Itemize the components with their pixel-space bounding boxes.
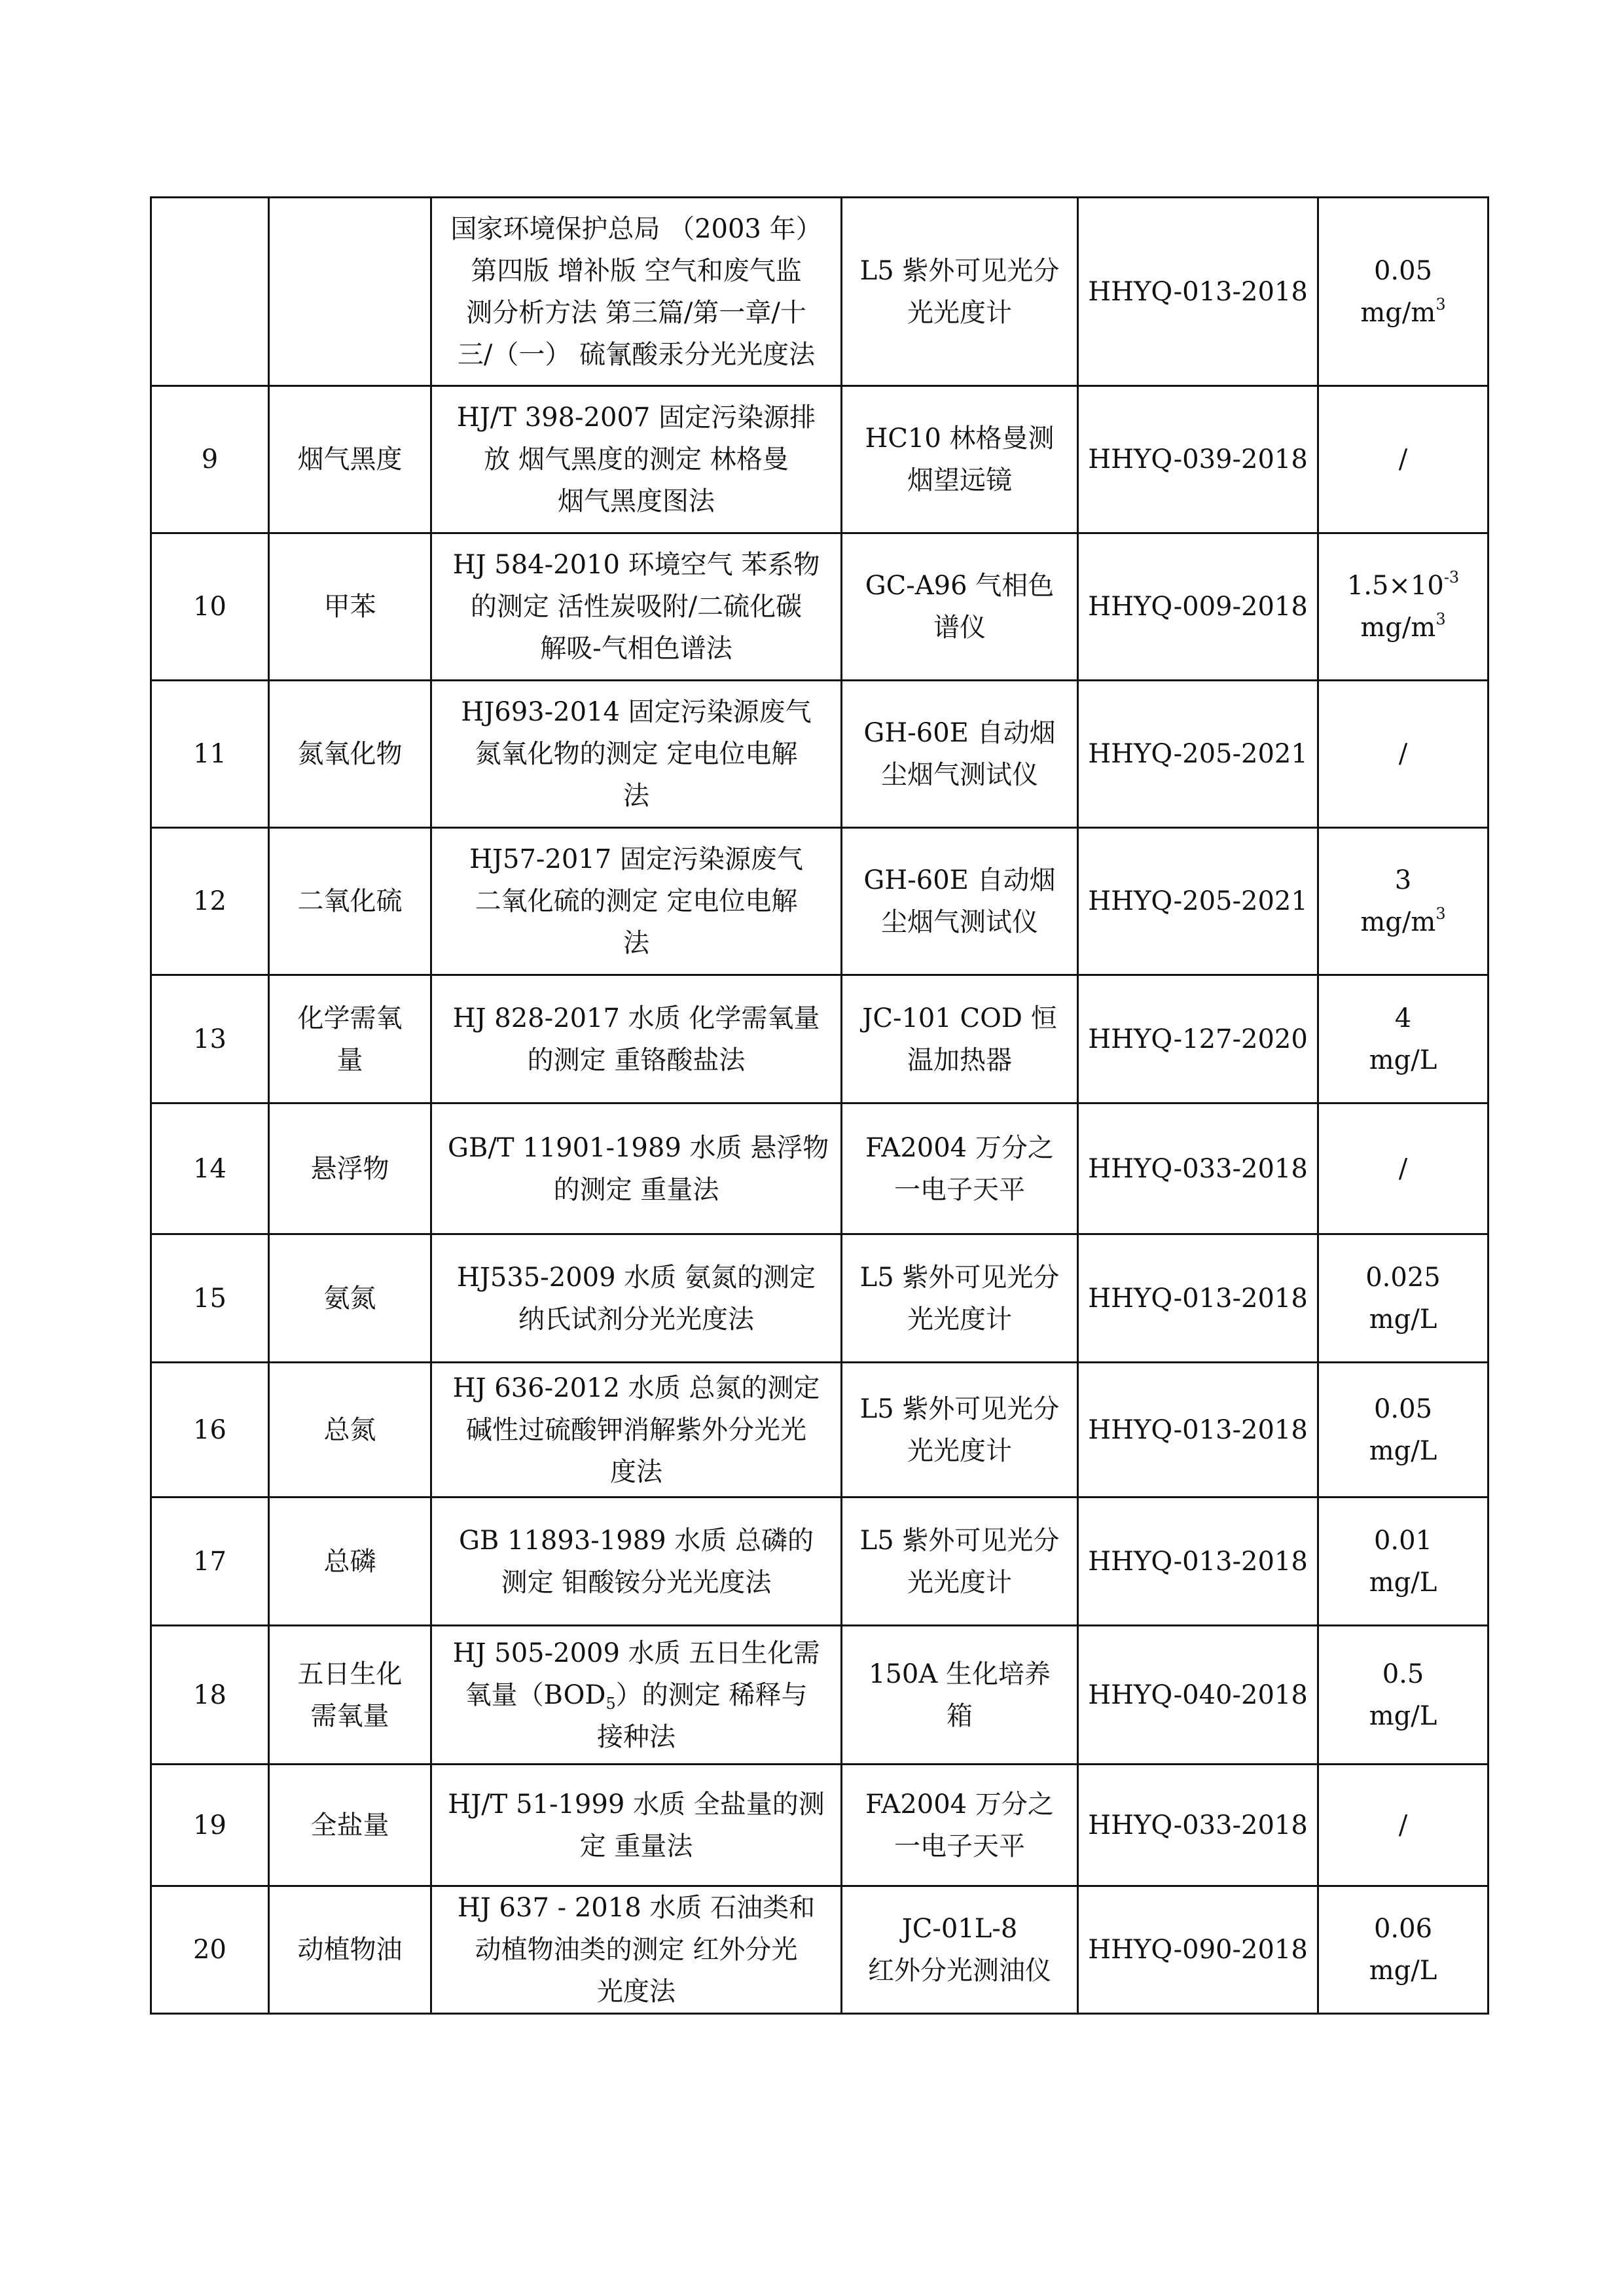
limit-unit: [1326, 1430, 1481, 1472]
limit-unit-text: mg/L: [1369, 1567, 1437, 1598]
method-line: HJ 637 - 2018 水质 石油类和: [457, 1893, 816, 1923]
instrument-code: HHYQ-205-2021: [1088, 886, 1308, 916]
item-line: 甲苯: [323, 592, 376, 622]
limit-value-text: 0.05: [1373, 255, 1433, 286]
item-cell: [269, 1363, 431, 1498]
method-cell: [431, 1498, 842, 1626]
limit-value-text: 4: [1394, 1003, 1412, 1033]
limit-value: [1326, 1653, 1481, 1695]
method-line: HJ 636-2012 水质 总氮的测定: [452, 1372, 820, 1403]
limit-value: [1326, 565, 1481, 607]
method-cell: [431, 1103, 842, 1234]
limit-value-text: /: [1398, 1810, 1408, 1840]
limit-unit-exponent: 3: [1435, 610, 1446, 628]
method-line: HJ/T 398-2007 固定污染源排: [456, 403, 816, 433]
instrument-cell: [842, 975, 1078, 1103]
instrument-cell: [842, 1765, 1078, 1886]
limit-value: [1326, 1908, 1481, 1950]
limit-unit-text: mg/m: [1360, 297, 1436, 328]
method-line: GB 11893-1989 水质 总磷的: [458, 1525, 814, 1556]
limit-value-text: 0.05: [1373, 1393, 1433, 1424]
row-number: 15: [193, 1283, 226, 1314]
instrument-line: 光光度计: [907, 1304, 1012, 1335]
instrument-line: GH-60E 自动烟: [863, 865, 1056, 895]
item-cell: [269, 386, 431, 533]
instrument-line: 光光度计: [907, 297, 1012, 328]
method-line: HJ535-2009 水质 氨氮的测定: [456, 1262, 816, 1293]
method-line: 纳氏试剂分光光度法: [518, 1304, 754, 1335]
instrument-line: HC10 林格曼测: [865, 423, 1055, 454]
instrument-code: HHYQ-039-2018: [1088, 444, 1308, 475]
instrument-code-cell: [1078, 1886, 1318, 2014]
detection-limit-cell: [1318, 828, 1489, 975]
table-row: [151, 533, 1489, 681]
method-line: 法: [623, 928, 649, 958]
method-cell: [431, 681, 842, 828]
instrument-cell: [842, 386, 1078, 533]
instrument-cell: [842, 681, 1078, 828]
item-line: 总磷: [323, 1546, 376, 1577]
limit-value-text: 0.06: [1373, 1914, 1433, 1944]
limit-value-text: 3: [1394, 865, 1412, 895]
table-row: [151, 1234, 1489, 1363]
item-line: 需氧量: [310, 1700, 389, 1731]
method-cell: [431, 1886, 842, 2014]
method-line: HJ57-2017 固定污染源废气: [469, 844, 803, 874]
limit-unit-text: mg/m: [1360, 907, 1436, 937]
limit-value: [1326, 250, 1481, 292]
method-cell: [431, 386, 842, 533]
method-line: HJ/T 51-1999 水质 全盐量的测: [448, 1789, 825, 1820]
instrument-line: L5 紫外可见光分: [859, 1393, 1060, 1424]
instrument-code: HHYQ-013-2018: [1088, 1414, 1308, 1445]
limit-unit-text: mg/m: [1360, 613, 1436, 643]
method-cell: [431, 1363, 842, 1498]
limit-value: [1326, 1388, 1481, 1430]
instrument-code-cell: [1078, 533, 1318, 681]
method-line: HJ693-2014 固定污染源废气: [461, 697, 812, 727]
method-line: 解吸-气相色谱法: [540, 634, 732, 664]
method-line: 动植物油类的测定 红外分光: [475, 1935, 798, 1965]
instrument-cell: [842, 198, 1078, 386]
method-line: 三/（一） 硫氰酸汞分光光度法: [457, 339, 816, 370]
instrument-cell: [842, 1886, 1078, 2014]
limit-unit-text: mg/L: [1369, 1435, 1437, 1466]
instrument-line: GC-A96 气相色: [865, 571, 1055, 601]
instrument-code-cell: [1078, 681, 1318, 828]
instrument-code-cell: [1078, 975, 1318, 1103]
method-line: 的测定 活性炭吸附/二硫化碳: [470, 592, 803, 622]
limit-unit-text: mg/L: [1369, 1045, 1437, 1075]
instrument-code-cell: [1078, 1626, 1318, 1765]
item-line: 化学需氧: [297, 1003, 403, 1033]
method-text: ）的测定 稀释与: [615, 1679, 808, 1710]
instrument-cell: [842, 1234, 1078, 1363]
instrument-line: 温加热器: [907, 1045, 1012, 1075]
instrument-line: 一电子天平: [894, 1831, 1025, 1861]
instrument-code: HHYQ-033-2018: [1088, 1153, 1308, 1184]
limit-unit: [1326, 1695, 1481, 1737]
detection-limit-cell: [1318, 1234, 1489, 1363]
method-cell: [431, 1626, 842, 1765]
item-cell: [269, 1498, 431, 1626]
table-row: [151, 1626, 1489, 1765]
method-line: [448, 1674, 825, 1716]
instrument-line: FA2004 万分之: [865, 1789, 1054, 1820]
limit-value: [1326, 997, 1481, 1039]
limit-value-text: /: [1398, 739, 1408, 769]
method-cell: [431, 533, 842, 681]
method-instrument-table: [150, 196, 1489, 2015]
limit-unit-exponent: 3: [1435, 295, 1446, 314]
limit-value-text: 1.5×10: [1346, 571, 1444, 601]
limit-value: [1326, 439, 1481, 480]
table-row: [151, 681, 1489, 828]
method-line: 测定 钼酸铵分光光度法: [501, 1567, 772, 1598]
instrument-code-cell: [1078, 386, 1318, 533]
instrument-code-cell: [1078, 828, 1318, 975]
detection-limit-cell: [1318, 533, 1489, 681]
instrument-line: L5 紫外可见光分: [859, 255, 1060, 286]
item-cell: [269, 681, 431, 828]
detection-limit-cell: [1318, 681, 1489, 828]
detection-limit-cell: [1318, 1363, 1489, 1498]
method-line: 放 烟气黑度的测定 林格曼: [484, 444, 789, 475]
instrument-code: HHYQ-090-2018: [1088, 1935, 1308, 1965]
detection-limit-cell: [1318, 1626, 1489, 1765]
item-line: 悬浮物: [310, 1153, 389, 1184]
item-cell: [269, 975, 431, 1103]
limit-value: [1326, 1257, 1481, 1299]
item-cell: [269, 533, 431, 681]
item-cell: [269, 828, 431, 975]
instrument-line: 尘烟气测试仪: [881, 907, 1038, 937]
instrument-code: HHYQ-127-2020: [1088, 1024, 1308, 1054]
table-row: [151, 828, 1489, 975]
instrument-line: FA2004 万分之: [865, 1132, 1054, 1163]
row-number: 18: [193, 1679, 226, 1710]
limit-value: [1326, 1804, 1481, 1846]
item-line: 量: [336, 1045, 363, 1075]
method-line: GB/T 11901-1989 水质 悬浮物: [448, 1132, 829, 1163]
table-row: [151, 1103, 1489, 1234]
instrument-cell: [842, 1363, 1078, 1498]
table-row: [151, 1498, 1489, 1626]
item-line: 氮氧化物: [297, 739, 403, 769]
row-number-cell: [151, 1363, 269, 1498]
method-line: 度法: [610, 1456, 662, 1487]
method-line: HJ 828-2017 水质 化学需氧量: [452, 1003, 820, 1033]
method-text: 氧量（BOD: [465, 1679, 606, 1710]
instrument-code-cell: [1078, 1765, 1318, 1886]
limit-unit: [1326, 901, 1481, 943]
row-number-cell: [151, 1498, 269, 1626]
instrument-cell: [842, 1626, 1078, 1765]
method-cell: [431, 198, 842, 386]
row-number-cell: [151, 198, 269, 386]
limit-unit: [1326, 607, 1481, 649]
instrument-line: 尘烟气测试仪: [881, 760, 1038, 790]
instrument-line: GH-60E 自动烟: [863, 718, 1056, 748]
method-line: 测分析方法 第三篇/第一章/十: [466, 297, 806, 328]
method-cell: [431, 1234, 842, 1363]
method-line: [448, 1716, 825, 1758]
method-line: 光度法: [597, 1977, 676, 2007]
detection-limit-cell: [1318, 975, 1489, 1103]
row-number-cell: [151, 1626, 269, 1765]
table-row: [151, 975, 1489, 1103]
method-line: 烟气黑度图法: [558, 486, 715, 516]
method-line: 国家环境保护总局 （2003 年）: [450, 213, 822, 244]
instrument-code: HHYQ-013-2018: [1088, 1546, 1308, 1577]
instrument-code-cell: [1078, 1103, 1318, 1234]
item-line: 动植物油: [297, 1935, 403, 1965]
detection-limit-cell: [1318, 1886, 1489, 2014]
instrument-code: HHYQ-040-2018: [1088, 1679, 1308, 1710]
method-text: HJ 505-2009 水质 五日生化需: [452, 1638, 820, 1668]
instrument-line: 烟望远镜: [907, 465, 1012, 495]
limit-unit: [1326, 1299, 1481, 1340]
row-number-cell: [151, 386, 269, 533]
instrument-line: 一电子天平: [894, 1174, 1025, 1205]
table-row: [151, 1363, 1489, 1498]
instrument-line: 红外分光测油仪: [868, 1956, 1051, 1986]
limit-value: [1326, 1148, 1481, 1190]
row-number: 16: [193, 1414, 226, 1445]
table-body: [151, 198, 1489, 2014]
row-number: 9: [201, 444, 219, 475]
detection-limit-cell: [1318, 1103, 1489, 1234]
item-cell: [269, 1234, 431, 1363]
table-row: [151, 386, 1489, 533]
limit-unit: [1326, 1562, 1481, 1604]
method-line: 定 重量法: [579, 1831, 693, 1861]
method-line: 的测定 重量法: [553, 1174, 719, 1205]
item-cell: [269, 1103, 431, 1234]
row-number-cell: [151, 828, 269, 975]
method-line: 二氧化硫的测定 定电位电解: [475, 886, 798, 916]
instrument-line: 150A 生化培养: [869, 1659, 1051, 1689]
method-line: 第四版 增补版 空气和废气监: [471, 255, 802, 286]
limit-unit-text: mg/L: [1369, 1304, 1437, 1335]
method-line: HJ 584-2010 环境空气 苯系物: [452, 550, 820, 580]
limit-value-text: 0.5: [1382, 1659, 1424, 1689]
item-cell: [269, 1886, 431, 2014]
limit-value-text: /: [1398, 1153, 1408, 1184]
limit-value-text: 0.01: [1373, 1525, 1433, 1556]
detection-limit-cell: [1318, 1765, 1489, 1886]
item-cell: [269, 1626, 431, 1765]
method-cell: [431, 1765, 842, 1886]
limit-unit-text: mg/L: [1369, 1700, 1437, 1731]
method-line: 氮氧化物的测定 定电位电解: [475, 739, 798, 769]
limit-unit: [1326, 1039, 1481, 1081]
row-number: 11: [193, 739, 226, 769]
limit-unit-text: mg/L: [1369, 1956, 1437, 1986]
row-number-cell: [151, 975, 269, 1103]
item-line: 总氮: [323, 1414, 376, 1445]
item-cell: [269, 198, 431, 386]
method-line: 的测定 重铬酸盐法: [527, 1045, 746, 1075]
instrument-line: 谱仪: [933, 613, 986, 643]
instrument-line: JC-01L-8: [901, 1914, 1018, 1944]
item-line: 二氧化硫: [297, 886, 403, 916]
row-number-cell: [151, 533, 269, 681]
row-number-cell: [151, 681, 269, 828]
table-row: [151, 1765, 1489, 1886]
table-row: [151, 198, 1489, 386]
instrument-cell: [842, 533, 1078, 681]
limit-value: [1326, 1520, 1481, 1562]
instrument-code: HHYQ-013-2018: [1088, 1283, 1308, 1314]
instrument-line: 光光度计: [907, 1435, 1012, 1466]
row-number-cell: [151, 1103, 269, 1234]
instrument-line: 光光度计: [907, 1567, 1012, 1598]
instrument-line: 箱: [947, 1700, 973, 1731]
instrument-line: L5 紫外可见光分: [859, 1525, 1060, 1556]
method-line: [448, 1632, 825, 1674]
limit-unit: [1326, 292, 1481, 334]
detection-limit-cell: [1318, 386, 1489, 533]
detection-limit-cell: [1318, 198, 1489, 386]
limit-value-text: /: [1398, 444, 1408, 475]
item-line: 氨氮: [323, 1283, 376, 1314]
item-line: 全盐量: [310, 1810, 389, 1840]
limit-value: [1326, 733, 1481, 775]
instrument-line: L5 紫外可见光分: [859, 1262, 1060, 1293]
instrument-code-cell: [1078, 198, 1318, 386]
row-number: 10: [193, 592, 226, 622]
row-number: 13: [193, 1024, 226, 1054]
item-line: 五日生化: [297, 1659, 403, 1689]
row-number: 17: [193, 1546, 226, 1577]
detection-limit-cell: [1318, 1498, 1489, 1626]
method-cell: [431, 828, 842, 975]
row-number: 14: [193, 1153, 226, 1184]
method-text: 接种法: [597, 1721, 676, 1752]
method-line: 法: [623, 781, 649, 811]
row-number: 12: [193, 886, 226, 916]
instrument-code: HHYQ-009-2018: [1088, 592, 1308, 622]
row-number-cell: [151, 1886, 269, 2014]
table-row: [151, 1886, 1489, 2014]
item-line: 烟气黑度: [297, 444, 403, 475]
limit-unit: [1326, 1950, 1481, 1992]
method-cell: [431, 975, 842, 1103]
method-line: 碱性过硫酸钾消解紫外分光光: [466, 1414, 806, 1445]
instrument-line: JC-101 COD 恒: [862, 1003, 1057, 1033]
item-cell: [269, 1765, 431, 1886]
instrument-code-cell: [1078, 1363, 1318, 1498]
limit-unit-exponent: 3: [1435, 905, 1446, 923]
row-number: 19: [193, 1810, 226, 1840]
limit-value: [1326, 859, 1481, 901]
instrument-code: HHYQ-205-2021: [1088, 739, 1308, 769]
instrument-code-cell: [1078, 1234, 1318, 1363]
instrument-code: HHYQ-013-2018: [1088, 276, 1308, 307]
limit-value-text: 0.025: [1365, 1262, 1441, 1293]
row-number-cell: [151, 1765, 269, 1886]
row-number: 20: [193, 1935, 226, 1965]
instrument-cell: [842, 1103, 1078, 1234]
instrument-cell: [842, 1498, 1078, 1626]
row-number-cell: [151, 1234, 269, 1363]
instrument-code: HHYQ-033-2018: [1088, 1810, 1308, 1840]
method-subscript: 5: [605, 1694, 616, 1713]
instrument-cell: [842, 828, 1078, 975]
instrument-code-cell: [1078, 1498, 1318, 1626]
limit-exponent: -3: [1443, 568, 1460, 586]
